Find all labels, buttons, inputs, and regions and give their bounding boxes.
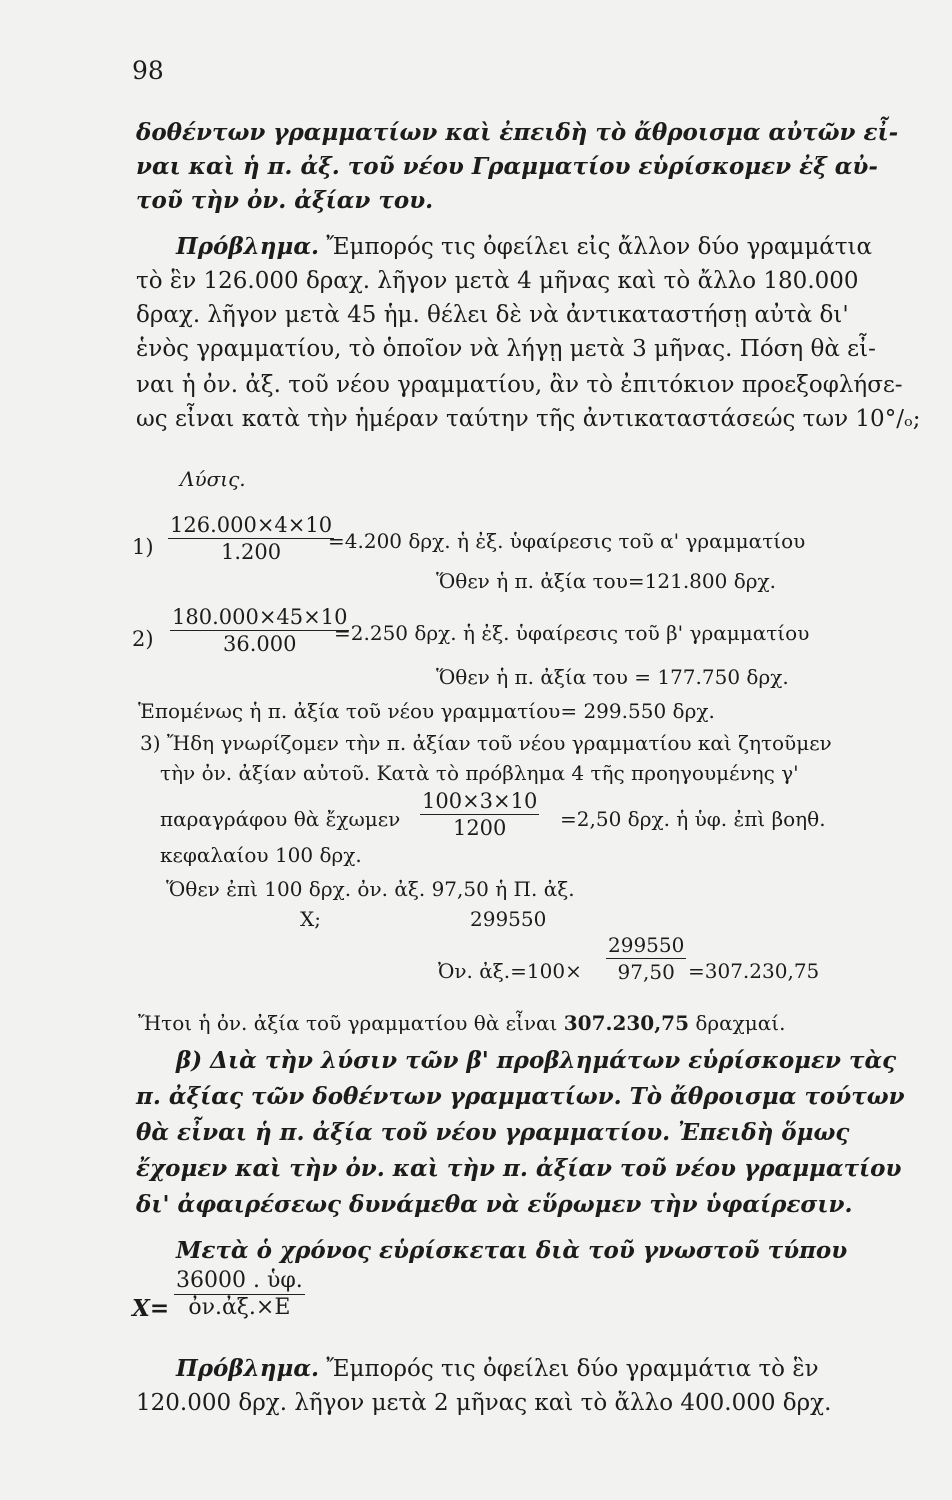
problem1-line-3: δραχ. λῆγον μετὰ 45 ἡμ. θέλει δὲ νὰ ἀντικαταστήσῃ αὐτὰ δι' xyxy=(136,302,849,328)
problem1-line-4: ἑνὸς γραμματίου, τὸ ὁποῖον νὰ λήγῃ μετὰ 3 μῆνας. Πόση θὰ εἶ- xyxy=(136,336,876,362)
step3-ov-pre: Ὀν. ἀξ.=100× xyxy=(438,959,582,983)
step3-fraction xyxy=(420,788,539,841)
step3-line-4: κεφαλαίου 100 δρχ. xyxy=(160,843,362,867)
step2-index: 2) xyxy=(132,627,154,651)
conclusion-post: δραχμαί. xyxy=(695,1011,786,1035)
problem1-line-2: τὸ ἓν 126.000 δραχ. λῆγον μετὰ 4 μῆνας καὶ τὸ ἄλλο 180.000 xyxy=(136,268,859,294)
step2-numerator: 180.000×45×10 xyxy=(172,605,348,629)
conclusion-value: 307.230,75 xyxy=(563,1011,690,1035)
step3-ov-numerator: 299550 xyxy=(608,933,685,957)
problem1-line-5: ναι ἡ ὀν. ἀξ. τοῦ νέου γραμματίου, ἂν τὸ ἐπιτόκιον προεξοφλήσε- xyxy=(136,372,903,398)
step3-line-3-post: =2,50 δρχ. ἡ ὑφ. ἐπὶ βοηθ. xyxy=(560,807,826,831)
step2-whence: Ὅθεν ἡ π. ἀξία του = 177.750 δρχ. xyxy=(436,665,789,689)
step3-ov-post: =307.230,75 xyxy=(688,959,820,983)
conclusion-pre: Ἤτοι ἡ ὀν. ἀξία τοῦ γραμματίου θὰ εἶναι xyxy=(138,1011,558,1035)
step3-x-label: Χ; xyxy=(300,907,321,931)
problem1-first-text: Ἔμπορός τις ὀφείλει εἰς ἄλλον δύο γραμμάτια xyxy=(326,234,873,260)
step3-line-2: τὴν ὀν. ἀξίαν αὐτοῦ. Κατὰ τὸ πρόβλημα 4 τῆς προηγουμένης γ' xyxy=(160,761,799,785)
problem2-first-text: Ἔμπορός τις ὀφείλει δύο γραμμάτια τὸ ἓν xyxy=(326,1356,819,1382)
intro-line-1: δοθέντων γραμματίων καὶ ἐπειδὴ τὸ ἄθροισμα αὐτῶν εἶ- xyxy=(136,119,899,146)
step1-denominator: 1.200 xyxy=(221,540,282,564)
time-formula-numerator: 36000 . ὑφ. xyxy=(176,1268,303,1293)
step3-ov-fraction xyxy=(606,932,686,985)
step1-result: =4.200 δρχ. ἡ ἐξ. ὑφαίρεσις τοῦ α' γραμματίου xyxy=(328,529,806,553)
problem1-line-6: ως εἶναι κατὰ τὴν ἡμέραν ταύτην τῆς ἀντικαταστάσεώς των 10°/ₒ; xyxy=(136,406,921,432)
step1-fraction xyxy=(168,512,334,565)
step3-numerator: 100×3×10 xyxy=(422,789,538,813)
intro-line-2: ναι καὶ ἡ π. ἀξ. τοῦ νέου Γραμματίου εὑρίσκομεν ἐξ αὐ- xyxy=(136,153,878,180)
step3-x-value: 299550 xyxy=(470,907,547,931)
time-formula-fraction xyxy=(174,1268,305,1321)
section-b-line-5: δι' ἀφαιρέσεως δυνάμεθα νὰ εὕρωμεν τὴν ὑφαίρεσιν. xyxy=(136,1191,853,1218)
intro-line-3: τοῦ τὴν ὀν. ἀξίαν του. xyxy=(136,187,434,214)
step2-fraction xyxy=(170,604,349,657)
step1-whence: Ὅθεν ἡ π. ἀξία του=121.800 δρχ. xyxy=(436,569,776,593)
section-b-line-4: ἔχομεν καὶ τὴν ὀν. καὶ τὴν π. ἀξίαν τοῦ νέου γραμματίου xyxy=(136,1155,902,1182)
consequently-line: Ἑπομένως ἡ π. ἀξία τοῦ νέου γραμματίου= 299.550 δρχ. xyxy=(138,699,715,723)
step1-index: 1) xyxy=(132,535,154,559)
step3-line-3-pre: παραγράφου θὰ ἔχωμεν xyxy=(160,807,401,831)
problem1-first-line xyxy=(176,232,872,262)
section-b-line-3: θὰ εἶναι ἡ π. ἀξία τοῦ νέου γραμματίου. Ἐπειδὴ ὅμως xyxy=(136,1119,850,1146)
section-b-line-1: β) Διὰ τὴν λύσιν τῶν β' προβλημάτων εὑρίσκομεν τὰς xyxy=(176,1047,897,1074)
section-b-line-2: π. ἀξίας τῶν δοθέντων γραμματίων. Τὸ ἄθροισμα τούτων xyxy=(136,1083,905,1110)
time-formula-text: Μετὰ ὁ χρόνος εὑρίσκεται διὰ τοῦ γνωστοῦ τύπου xyxy=(176,1237,848,1264)
step3-ov-denominator: 97,50 xyxy=(617,960,675,984)
problem2-label: Πρόβλημα. xyxy=(176,1355,320,1382)
step3-line-5: Ὅθεν ἐπὶ 100 δρχ. ὀν. ἀξ. 97,50 ἡ Π. ἀξ. xyxy=(166,877,575,901)
step3-line-1: 3) Ἤδη γνωρίζομεν τὴν π. ἀξίαν τοῦ νέου γραμματίου καὶ ζητοῦμεν xyxy=(140,731,832,755)
problem2-first-line xyxy=(176,1354,819,1384)
solution-label: Λύσις. xyxy=(180,467,246,491)
time-formula-denominator: ὀν.ἀξ.×Ε xyxy=(188,1295,291,1320)
step3-denominator: 1200 xyxy=(452,816,507,840)
step2-result: =2.250 δρχ. ἡ ἐξ. ὑφαίρεσις τοῦ β' γραμματίου xyxy=(334,621,810,645)
step1-numerator: 126.000×4×10 xyxy=(170,513,333,537)
step2-denominator: 36.000 xyxy=(223,632,297,656)
page-number: 98 xyxy=(132,56,164,85)
problem1-label: Πρόβλημα. xyxy=(176,233,320,260)
problem2-second-line: 120.000 δρχ. λῆγον μετὰ 2 μῆνας καὶ τὸ ἄλλο 400.000 δρχ. xyxy=(136,1390,832,1416)
conclusion-line xyxy=(138,1008,786,1038)
time-formula-lhs: Χ= xyxy=(132,1295,170,1322)
